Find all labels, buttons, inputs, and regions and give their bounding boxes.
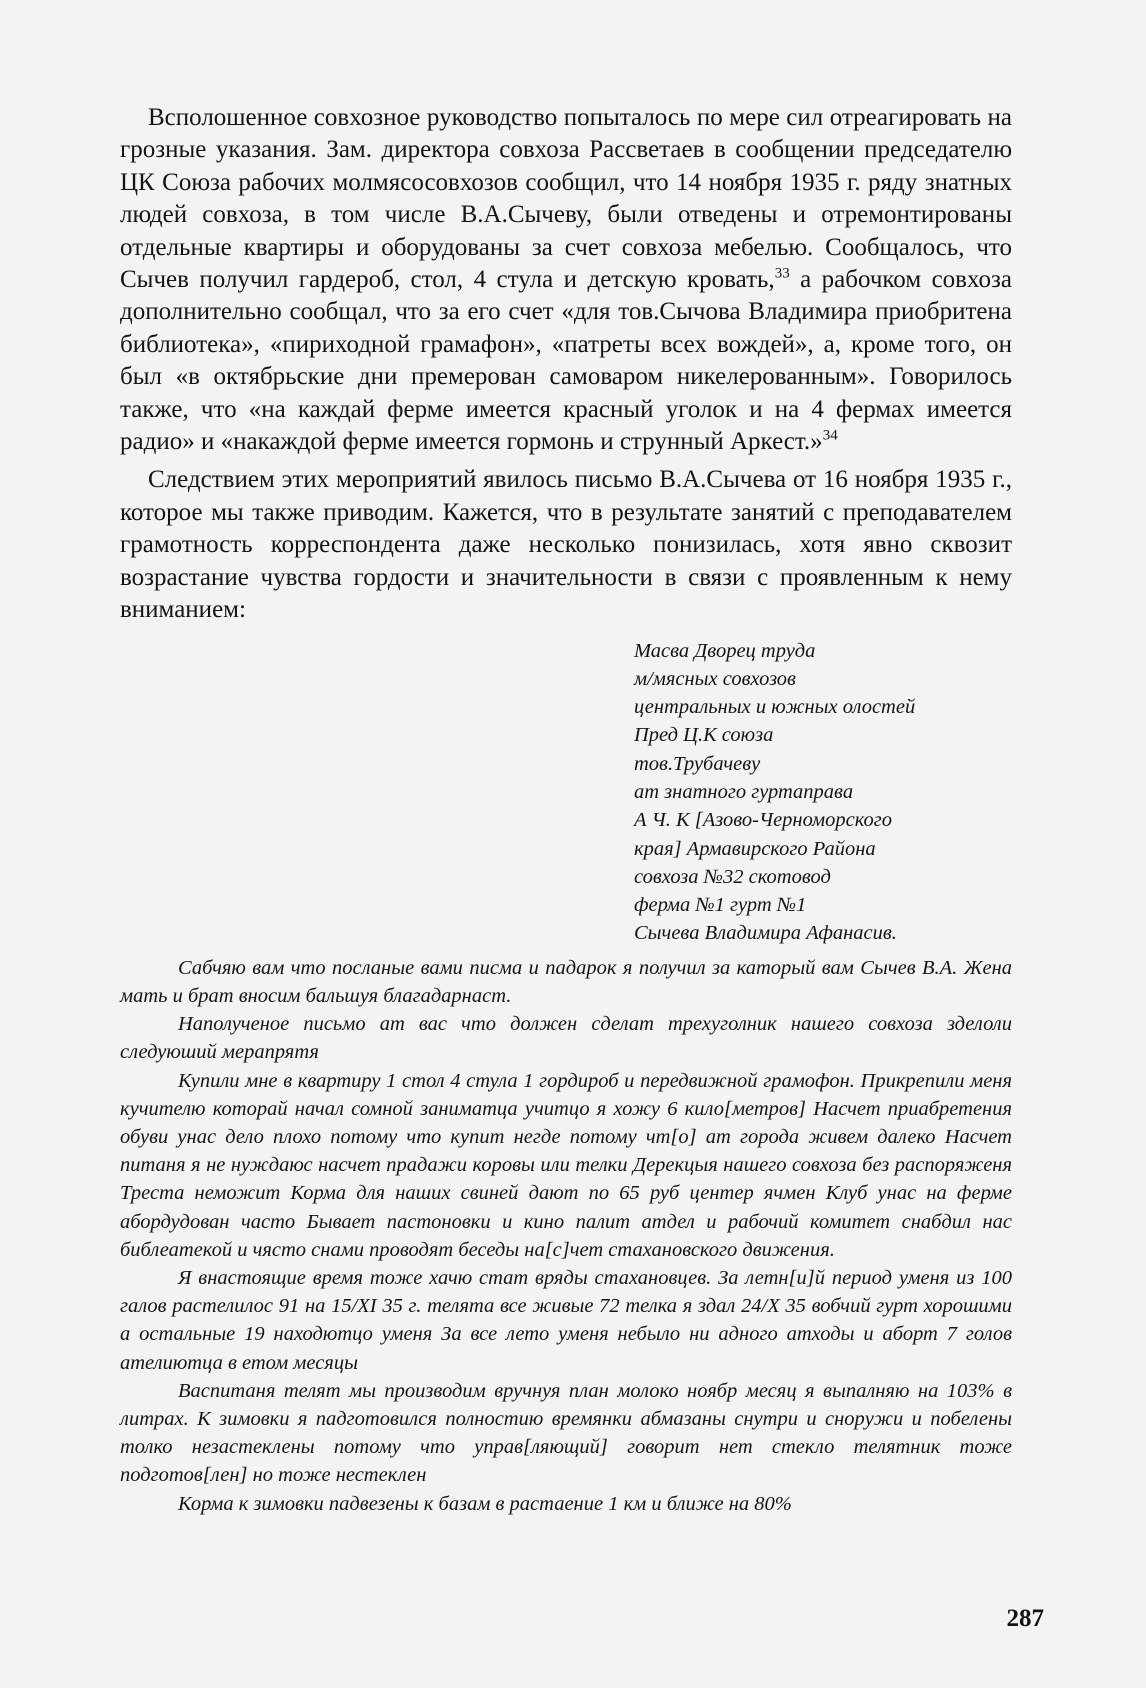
address-line: Сычева Владимира Афанасив. [634, 922, 897, 945]
paragraph-1: Всполошенное совхозное руководство попыталось по мере сил отреагировать на грозные указания. Зам. директора совхоза Рассветаев в сообщении председателю ЦК Союза рабочих молмясосовхозов сообщил, что 14 ноября 1935 г. ряду знатных людей совхоза, в том числе В.А.Сычеву, были отведены и отремонтированы отдельные квартиры и оборудованы за счет совхоза мебелью. Сообщалось, что Сычев получил гардероб, стол, 4 стула и детскую кровать,$^{33}$ а рабочком совхоза дополнительно сообщал, что за его счет «для тов.Сычова Владимира приобритена библиотека», «пириходной грамафон», «патреты всех вождей», а, кроме того, он был «в октябрьские дни премерован самоваром никелерованным». Говорилось также, что «на каждай ферме имеется красный уголок и на 4 фермах имеется радио» и «накаждой ферме имеется гормонь и струнный Аркест.»$^{34}$ [120, 104, 1013, 456]
letter-paragraph: Корма к зимовки падвезены к базам в растаение 1 км и ближе на 80% [178, 1492, 792, 1515]
letter-paragraph: Наполученое письмо ат вас что должен сделат трехуголник нашего совхоза зделоли следуюший мерапрятя [120, 1013, 1012, 1064]
address-line: центральных и южных олостей [634, 696, 916, 719]
footnote-ref-33: 33 [774, 265, 790, 282]
address-line: края] Армавирского Района [634, 837, 876, 860]
address-line: тов.Трубачеву [634, 752, 761, 775]
address-line: ат знатного гуртаправа [634, 780, 854, 803]
address-line: ферма №1 гурт №1 [634, 894, 807, 917]
letter-paragraph: Сабчяю вам что посланые вами писма и падарок я получил за каторый вам Сычев В.А. Жена мать и брат вносим бальшуя благадарнаст. [120, 956, 1012, 1007]
page-number: 287 [1006, 1605, 1044, 1632]
address-line: А Ч. К [Азово-Черноморского [634, 809, 893, 832]
main-text [120, 102, 1012, 1518]
paragraph-2: Следствием этих мероприятий явилось письмо В.А.Сычева от 16 ноября 1935 г., которое мы также приводим. Кажется, что в результате занятий с преподавателем грамотность корреспондента даже несколько понизилась, хотя явно сквозит возрастание чувства гордости и значительности в связи с проявленным к нему вниманием: [120, 466, 1012, 624]
letter-body [120, 954, 1012, 1518]
letter-paragraph: Купили мне в квартиру 1 стол 4 стула 1 гордироб и передвижной грамофон. Прикрепили меня кучителю которай начал сомной заниматца учитцо я хожу 6 кило[метров] Насчет приабретения обуви унас дело плохо потому что купит негде потому чт[о] ат города живем далеко Насчет питаня я не нуждаюс насчет прадажи коровы или телки Дерекцыя нашего совхоза без распоряженя Треста неможит Корма для наших свиней дают по 65 руб центер ячмен Клуб унас на ферме абордудован часто Бывает пастоновки и кино палит атдел и рабочий комитет снабдил нас библеатекой и чясто снами проводят беседы на[с]чет стахановского движения. [120, 1069, 1012, 1261]
address-line: м/мясных совхозов [634, 667, 796, 690]
letter-paragraph: Я внастоящие время тоже хачю стат вряды стахановцев. За летн[и]й период уменя из 100 галов растелилос 91 на 15/XI 35 г. телята все живые 72 телка я здал 24/X 35 вобчий гурт хорошими а остальные 19 находютцо уменя За все лето уменя небыло ни адного атходы и аборт 7 голов ателиютца в етом месяцы [120, 1267, 1012, 1374]
letter-address-block [634, 637, 1012, 948]
footnote-ref-34: 34 [822, 427, 838, 444]
address-line: Пред Ц.К союза [634, 724, 774, 747]
address-line: совхоза №32 скотовод [634, 865, 831, 888]
letter-paragraph: Васпитаня телят мы производим вручнуя план молоко ноябр месяц я выпалняю на 103% в литрах. К зимовки я падготовился полностию времянки абмазаны снутри и снорyжи и побелены толко незастеклены потому что управ[ляющий] говорит нет стекло телятник тоже подготов[лен] но тоже нестеклен [120, 1379, 1012, 1487]
address-line: Масва Дворец труда [634, 639, 816, 662]
